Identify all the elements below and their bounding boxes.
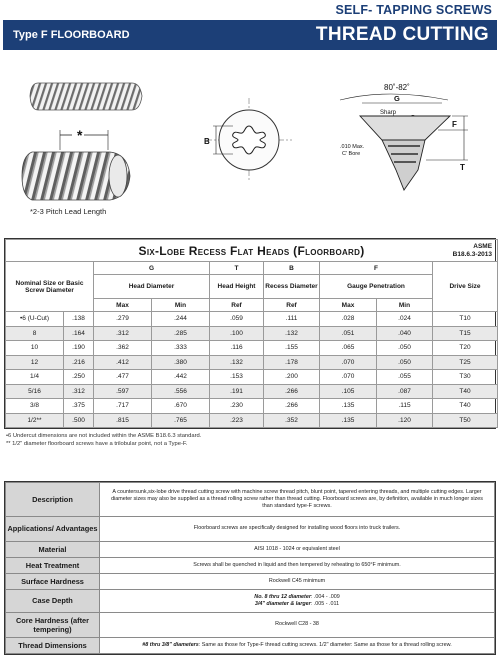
applications-label: Applications/ Advantages [6,516,100,541]
table-cell: .132 [210,355,264,370]
spec-row-case-depth [6,589,495,612]
col-g: G [94,262,210,275]
table-cell: .070 [320,355,377,370]
technical-drawings [0,60,500,230]
table-cell: .815 [94,413,152,428]
col-nominal-size: Nominal Size or Basic Screw Diameter [6,262,94,312]
table-cell: .115 [377,399,433,414]
sub-ref-2: Ref [264,299,320,312]
table-cell: 10 [6,341,64,356]
table-cell: T25 [433,355,498,370]
table-cell: .100 [210,326,264,341]
thread-dimensions-label: Thread Dimensions [6,638,100,654]
table-cell: .055 [377,370,433,385]
thread-dimensions-value [100,638,495,654]
table-cell: 1/4 [6,370,64,385]
table-row [6,413,498,428]
pitch-caption: *2-3 Pitch Lead Length [30,207,107,216]
table-cell: .111 [264,312,320,327]
table-cell: .135 [320,413,377,428]
material-value: AISI 1018 - 1024 or equivalent steel [100,542,495,558]
table-cell: .190 [64,341,94,356]
table-cell: .285 [152,326,210,341]
col-f: F [320,262,433,275]
case-depth-value [100,589,495,612]
screw-point-view [22,152,130,200]
table-cell: .138 [64,312,94,327]
angle-label: 80˚-82˚ [384,83,410,92]
table-cell: .442 [152,370,210,385]
table-cell: .051 [320,326,377,341]
table-cell: .132 [264,326,320,341]
table-cell: T20 [433,341,498,356]
label-g: G [394,94,400,103]
sub-ref: Ref [210,299,264,312]
table-row [6,355,498,370]
table-cell: .500 [64,413,94,428]
heat-treatment-value: Screws shall be quenched in liquid and then tempered by reheating to 650°F minimum. [100,557,495,573]
table-row [6,326,498,341]
specifications-table [4,481,496,655]
col-recess-diameter: Recess Diameter [264,275,320,299]
spec-row-surface-hardness [6,573,495,589]
description-value: A countersunk,six-lobe drive thread cutting screw with machine screw thread pitch, blunt point, tapered entering threads, and multiple cutting edges. Larger diameter sizes may also be supplied as a thread rolling screw rather than thread cutting. Floorboard screws are, by definition, available in much longer sizes than standard type-F screws. [100,483,495,517]
dimensions-title [6,240,498,262]
col-drive-size: Drive Size [433,262,498,312]
screw-side-view [30,83,142,110]
table-cell: .279 [94,312,152,327]
screw-type: THREAD CUTTING [315,24,489,45]
dimensions-table [4,238,496,429]
table-cell: •6 (U-Cut) [6,312,64,327]
table-cell: .040 [377,326,433,341]
case-depth-range-1-value: : .004 - .009 [310,593,340,600]
core-hardness-label: Core Hardness (after tempering) [6,612,100,637]
sub-min-2: Min [377,299,433,312]
standard-line-2: B18.6.3-2013 [452,251,493,258]
title-band [3,20,497,50]
footnote-1: •6 Undercut dimensions are not included within the ASME B18.6.3 standard. [6,433,202,439]
table-cell: .312 [64,384,94,399]
table-cell: .223 [210,413,264,428]
surface-hardness-label: Surface Hardness [6,573,100,589]
spec-row-material [6,542,495,558]
table-cell: .153 [210,370,264,385]
table-cell: .200 [264,370,320,385]
table-cell: .717 [94,399,152,414]
material-label: Material [6,542,100,558]
table-row [6,399,498,414]
surface-hardness-value: Rockwell C45 minimum [100,573,495,589]
spec-row-heat-treatment [6,557,495,573]
table-cell: 1/2** [6,413,64,428]
case-depth-range-2-label: 3/4" diameter & larger [254,600,311,607]
table-cell: .028 [320,312,377,327]
table-cell: .312 [94,326,152,341]
table-cell: .120 [377,413,433,428]
table-cell: .164 [64,326,94,341]
sub-max: Max [94,299,152,312]
table-cell: .477 [94,370,152,385]
col-t: T [210,262,264,275]
standard-badge [453,243,492,259]
sub-max-2: Max [320,299,377,312]
table-cell: .266 [264,384,320,399]
table-cell: .059 [210,312,264,327]
table-cell: T15 [433,326,498,341]
table-cell: T40 [433,384,498,399]
table-cell: 3/8 [6,399,64,414]
table-cell: 8 [6,326,64,341]
table-cell: .070 [320,370,377,385]
heat-treatment-label: Heat Treatment [6,557,100,573]
case-depth-range-1-label: No. 8 thru 12 diameter [254,593,311,600]
description-label: Description [6,483,100,517]
thread-dimensions-text: : Same as those for Type-F thread cutting screws. 1/2" diameter: Same as those for a thread rolling screw. [198,642,452,649]
table-cell: T10 [433,312,498,327]
table-cell: .352 [264,413,320,428]
spec-row-applications [6,516,495,541]
table-row [6,312,498,327]
table-cell: .105 [320,384,377,399]
table-cell: T30 [433,370,498,385]
table-cell: .412 [94,355,152,370]
standard-line-1: ASME [473,243,493,250]
table-cell: .670 [152,399,210,414]
product-name: Type F FLOORBOARD [13,29,130,41]
table-cell: .178 [264,355,320,370]
star-mark: * [77,127,83,143]
spec-row-description [6,483,495,517]
table-cell: .116 [210,341,264,356]
head-profile-view [340,83,468,190]
spec-row-thread-dimensions [6,638,495,654]
bore-label-2: C' Bore [342,151,361,157]
table-cell: .135 [320,399,377,414]
table-cell: .065 [320,341,377,356]
case-depth-range-2-value: : .005 - .011 [310,600,340,607]
footnotes [6,433,201,448]
col-head-diameter: Head Diameter [94,275,210,299]
spec-row-core-hardness [6,612,495,637]
footnote-2: ** 1/2" diameter floorboard screws have a trilobular point, not a Type-F. [6,440,188,447]
label-f: F [452,120,457,129]
table-cell: .333 [152,341,210,356]
label-sharp: Sharp [380,110,397,116]
table-cell: .380 [152,355,210,370]
table-cell: .191 [210,384,264,399]
core-hardness-value: Rockwell C28 - 38 [100,612,495,637]
table-cell: .362 [94,341,152,356]
thread-dimensions-range-label: #8 thru 3/8" diameters [142,642,199,649]
table-cell: .556 [152,384,210,399]
table-cell: .155 [264,341,320,356]
col-head-height: Head Height [210,275,264,299]
table-cell: .050 [377,355,433,370]
bore-label-1: .010 Max. [340,144,365,150]
table-cell: .375 [64,399,94,414]
table-cell: 5/16 [6,384,64,399]
table-cell: .250 [64,370,94,385]
category-title: SELF- TAPPING SCREWS [335,3,492,17]
table-row [6,341,498,356]
applications-value: Floorboard screws are specifically designed for installing wood floors into truck trailers. [100,516,495,541]
table-cell: T50 [433,413,498,428]
table-cell: .230 [210,399,264,414]
col-b: B [264,262,320,275]
table-cell: .216 [64,355,94,370]
table-row [6,370,498,385]
col-gauge-penetration: Gauge Penetration [320,275,433,299]
case-depth-label: Case Depth [6,589,100,612]
table-cell: .597 [94,384,152,399]
label-b: B [204,137,210,146]
label-t: T [460,163,465,172]
table-cell: .024 [377,312,433,327]
table-cell: 12 [6,355,64,370]
dimensions-title-text: Six-Lobe Recess Flat Heads (Floorboard) [138,243,365,258]
table-cell: .765 [152,413,210,428]
table-cell: .050 [377,341,433,356]
table-cell: .266 [264,399,320,414]
table-cell: .087 [377,384,433,399]
table-cell: T40 [433,399,498,414]
head-top-view [204,98,292,182]
sub-min: Min [152,299,210,312]
table-cell: .244 [152,312,210,327]
table-row [6,384,498,399]
